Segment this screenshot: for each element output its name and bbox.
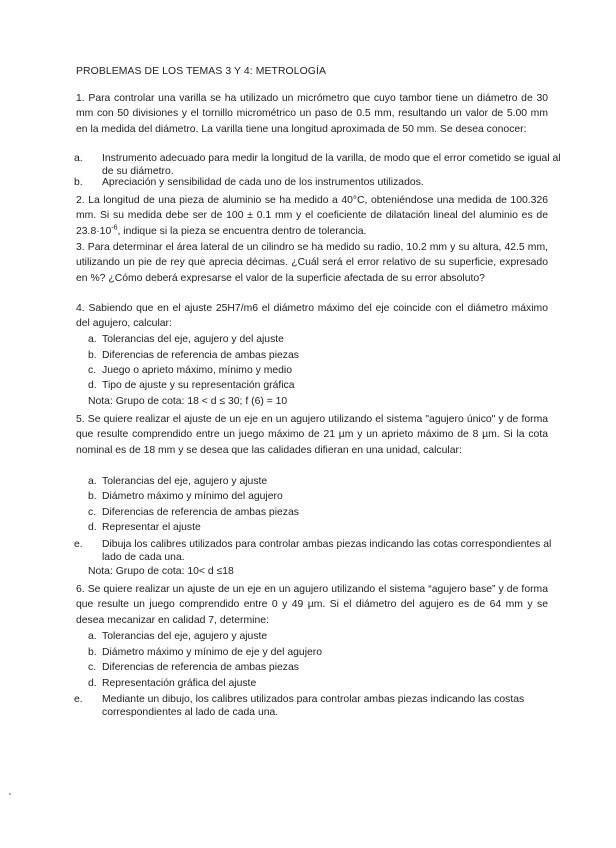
problem-text: Se quiere realizar un ajuste de un eje en un agujero utilizando el sistema “agujero base” y de forma que resulte un juego comprendido entre 0 y 49 µm. Si el diámetro del agujero es de 64 mm y se desea mecanizar en calidad 7, determine: [76,584,548,626]
problem-text: Se quiere realizar el ajuste de un eje en un agujero utilizando el sistema "agujero único" y de forma que resulte comprendido entre un juego máximo de 21 µm y un aprieto máximo de 8 µm. Si la cota nominal es de 18 mm y se desea que las calidades difieran en una unidad, calcular: [76,414,549,456]
item-text: Diferencias de referencia de ambas piezas [102,662,299,673]
problem-text: La longitud de una pieza de aluminio se ha medido a 40°C, obteniéndose una medida de 100.326 mm. Si su medida debe ser de 100 ± 0.1 mm y el coeficiente de dilatación lineal del aluminio es de 23.8·10 [76,195,548,237]
problem-number: 1. [76,93,85,104]
item-label: c. [88,662,97,673]
item-text: Diferencias de referencia de ambas piezas [102,507,299,518]
problem-5 [76,412,548,458]
scan-speck [9,793,11,795]
problem-1 [76,91,548,137]
item-label: e. [74,539,83,550]
item-label: e. [74,694,83,705]
list-item [74,538,562,564]
list-item [88,506,548,519]
problem-text: Sabiendo que en el ajuste 25H7/m6 el diámetro máximo del eje coincide con el diámetro máximo del agujero, calcular: [76,303,548,330]
item-text: Diámetro máximo y mínimo del agujero [102,491,283,502]
item-text: Representación gráfica del ajuste [102,678,257,689]
item-label: a. [88,476,97,487]
document-title: PROBLEMAS DE LOS TEMAS 3 Y 4: METROLOGÍA [76,66,326,77]
problem-text-tail: , indique si la pieza se encuentra dentro de tolerancia. [117,225,367,237]
item-label: d. [88,522,97,533]
item-text: Instrumento adecuado para medir la longitud de la varilla, de modo que el error cometido se igual al de su diámetro. [102,153,561,177]
list-item [88,490,548,503]
problem-4 [76,301,548,332]
item-label: b. [74,177,83,188]
note: Nota: Grupo de cota: 18 < d ≤ 30; f (6) = 10 [88,396,288,407]
item-text: Tipo de ajuste y su representación gráfica [102,380,295,391]
item-text: Tolerancias del eje, agujero y del ajuste [102,334,284,345]
list-item [88,630,548,643]
item-label: d. [88,678,97,689]
problem-number: 2. [76,195,85,206]
item-text: Apreciación y sensibilidad de cada uno de los instrumentos utilizados. [102,177,424,188]
item-text: Tolerancias del eje, agujero y ajuste [102,476,268,487]
item-label: b. [88,647,97,658]
item-label: c. [88,507,97,518]
problem-text: Para controlar una varilla se ha utilizado un micrómetro que cuyo tambor tiene un diámetro de 30 mm con 50 divisiones y el tornillo micrométrico un paso de 0.5 mm, resultando un valor de 5.00 mm en la medida del diámetro. La varilla tiene una longitud aproximada de 50 mm. Se desea conocer: [76,93,549,135]
item-label: b. [88,350,97,361]
list-item [88,661,548,674]
item-label: d. [88,380,97,391]
problem-number: 5. [76,414,85,425]
list-item [74,693,562,719]
problem-number: 3. [76,242,85,253]
list-item [88,333,548,346]
item-text: Mediante un dibujo, los calibres utilizados para controlar ambas piezas indicando las costas correspondientes al lado de cada una. [102,694,525,718]
item-label: c. [88,365,97,376]
list-item [88,475,548,488]
problem-3 [76,240,548,286]
list-item [74,152,562,178]
item-text: Diferencias de referencia de ambas piezas [102,350,299,361]
problem-text: Para determinar el área lateral de un cilindro se ha medido su radio, 10.2 mm y su altura, 42.5 mm, utilizando un pie de rey que aprecia décimas. ¿Cuál será el error relativo de su superficie, expresado en %? ¿Cómo deberá expresarse el valor de la superficie afectada de su error absoluto? [76,242,549,284]
item-label: a. [88,631,97,642]
item-text: Tolerancias del eje, agujero y ajuste [102,631,268,642]
list-item [88,646,548,659]
note: Nota: Grupo de cota: 10< d ≤18 [88,566,234,577]
item-text: Juego o aprieto máximo, mínimo y medio [102,365,292,376]
list-item [88,364,548,377]
item-text: Representar el ajuste [102,522,201,533]
problem-2 [76,193,548,239]
list-item [88,349,548,362]
list-item [88,379,548,392]
item-label: a. [88,334,97,345]
item-text: Diámetro máximo y mínimo de eje y del agujero [102,647,323,658]
problem-6 [76,582,548,628]
exponent: -6 [111,224,118,232]
problem-number: 6. [76,584,85,595]
item-label: a. [74,153,83,164]
problem-number: 4. [76,303,85,314]
item-label: b. [88,491,97,502]
item-text: Dibuja los calibres utilizados para controlar ambas piezas indicando las cotas correspondientes al lado de cada una. [102,539,552,563]
list-item [88,521,548,534]
list-item [88,677,548,690]
list-item [74,176,562,189]
